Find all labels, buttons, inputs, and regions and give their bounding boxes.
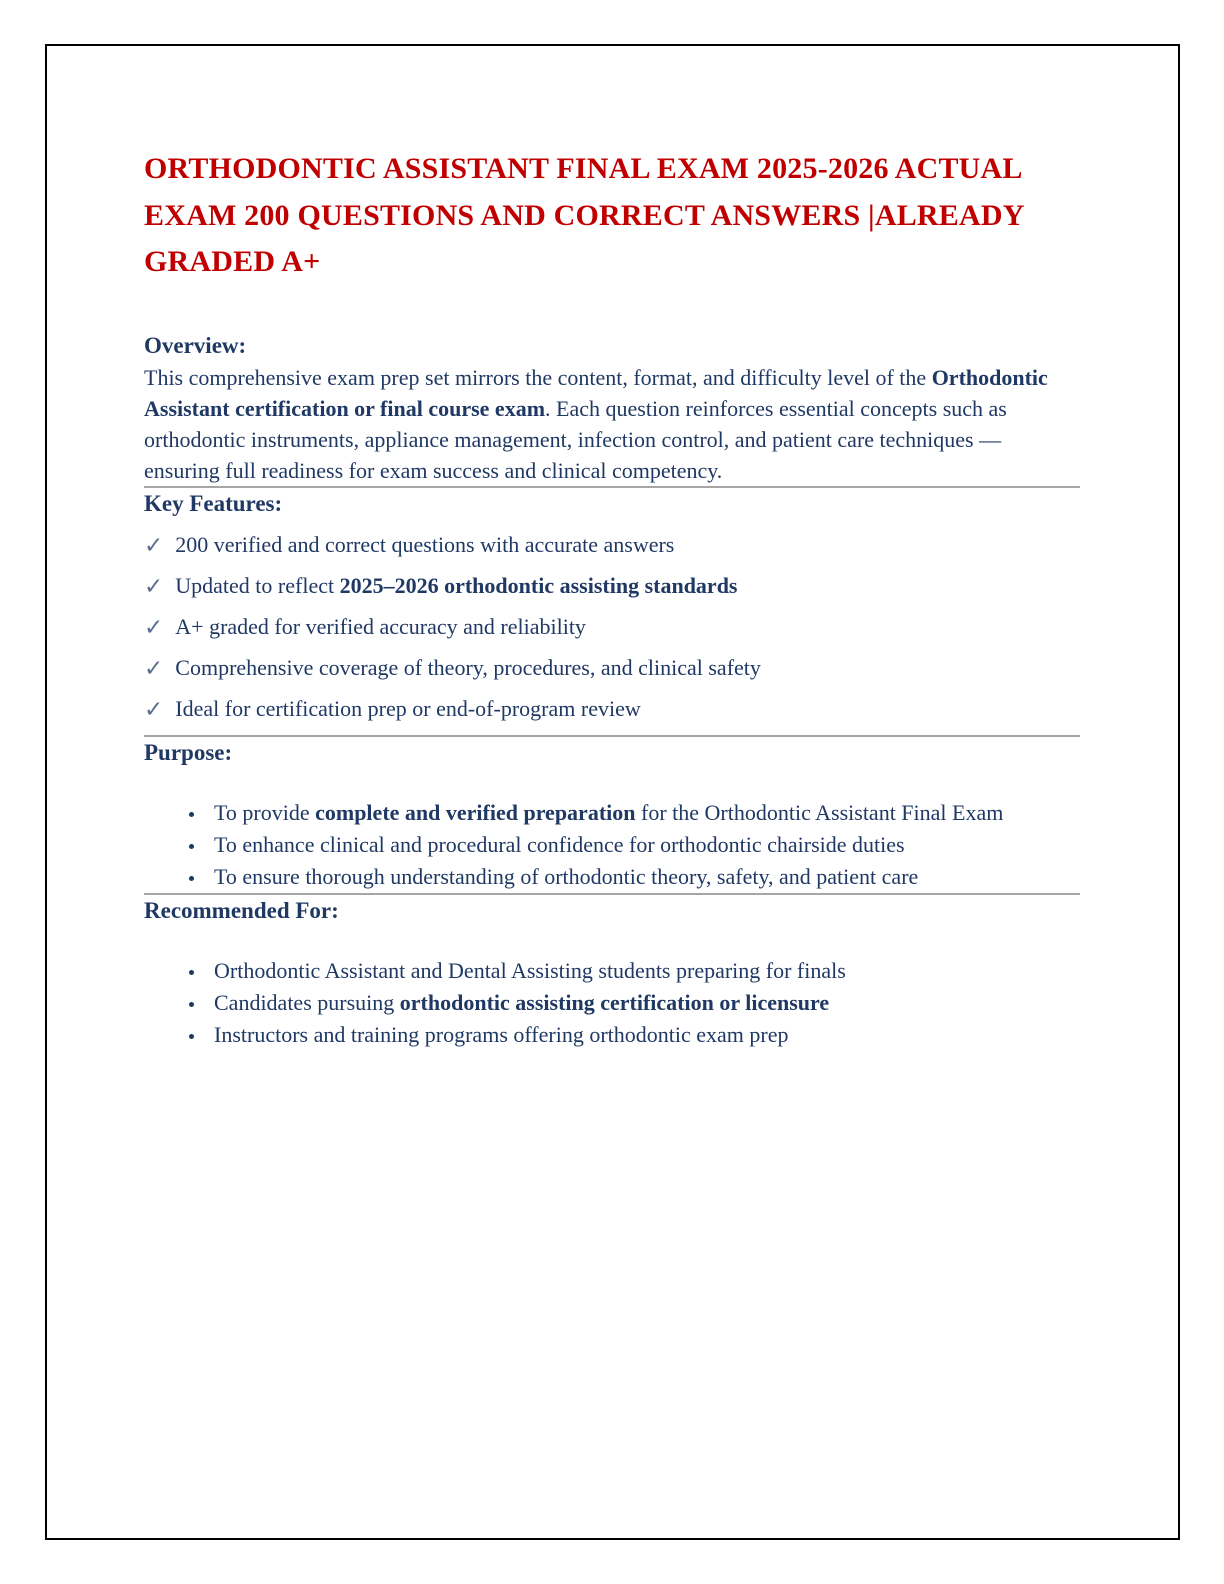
- overview-paragraph: [144, 362, 1080, 486]
- overview-section: [144, 330, 1080, 486]
- purpose-item: • To enhance clinical and procedural confidence for orthodontic chairside duties: [206, 829, 1074, 861]
- key-feature-item: ✓ A+ graded for verified accuracy and reliability: [144, 614, 586, 642]
- overview-text-post: . Each question reinforces essential concepts such as orthodontic instruments, appliance management, infection control, and patient care techniques — ensuring full readiness for exam success and clinical competency.: [144, 395, 1007, 483]
- check-icon: ✓: [144, 532, 164, 559]
- key-feature-item: ✓ Ideal for certification prep or end-of-program review: [144, 696, 641, 724]
- recommended-list: [144, 955, 1080, 1051]
- key-features-heading: Key Features:: [144, 490, 283, 516]
- overview-heading: Overview:: [144, 332, 247, 358]
- check-icon: ✓: [144, 697, 164, 724]
- check-icon: ✓: [144, 656, 164, 683]
- overview-text-pre: This comprehensive exam prep set mirrors the content, format, and difficulty level of the: [144, 364, 932, 390]
- recommended-item: • Candidates pursuing orthodontic assisting certification or licensure: [206, 987, 1080, 1019]
- key-feature-item: ✓ Comprehensive coverage of theory, procedures, and clinical safety: [144, 655, 761, 683]
- overview-text-bold: Orthodontic Assistant certification or final course exam: [144, 364, 1048, 421]
- key-feature-item: ✓ Updated to reflect 2025–2026 orthodontic assisting standards: [144, 572, 738, 600]
- recommended-heading: Recommended For:: [144, 898, 339, 924]
- purpose-section: [144, 737, 1080, 893]
- check-icon: ✓: [144, 615, 164, 642]
- check-icon: ✓: [144, 573, 164, 600]
- document-title: ORTHODONTIC ASSISTANT FINAL EXAM 2025-2026 ACTUAL EXAM 200 QUESTIONS AND CORRECT ANSWERS |ALREADY GRADED A+: [144, 152, 1024, 278]
- purpose-heading: Purpose:: [144, 740, 233, 766]
- key-features-section: [144, 488, 1080, 725]
- recommended-item: • Instructors and training programs offering orthodontic exam prep: [206, 1019, 1080, 1051]
- recommended-section: [144, 895, 1080, 1051]
- purpose-item: • To provide complete and verified preparation for the Orthodontic Assistant Final Exam: [206, 797, 1074, 829]
- key-features-list: [144, 530, 1080, 725]
- key-feature-item: ✓ 200 verified and correct questions with accurate answers: [144, 531, 675, 559]
- purpose-list: [144, 797, 1080, 893]
- purpose-item: • To ensure thorough understanding of orthodontic theory, safety, and patient care: [206, 861, 1074, 893]
- recommended-item: • Orthodontic Assistant and Dental Assisting students preparing for finals: [206, 955, 1080, 987]
